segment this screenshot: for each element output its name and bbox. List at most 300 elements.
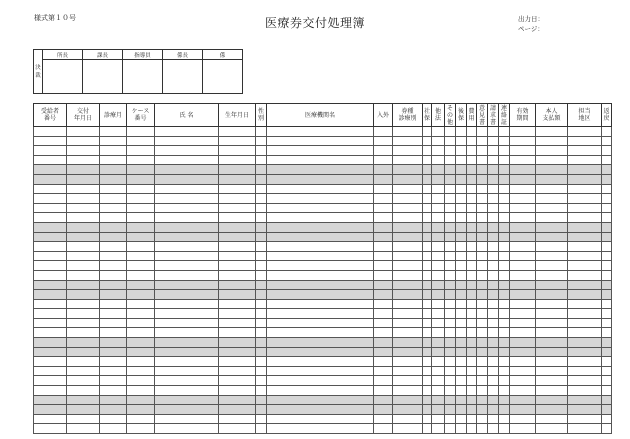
table-cell[interactable] — [155, 165, 219, 175]
table-cell[interactable] — [488, 357, 499, 367]
table-cell[interactable] — [423, 309, 432, 319]
table-cell[interactable] — [100, 194, 127, 204]
table-cell[interactable] — [488, 242, 499, 252]
table-cell[interactable] — [536, 338, 568, 348]
table-cell[interactable] — [67, 376, 100, 386]
table-cell[interactable] — [445, 261, 456, 271]
table-cell[interactable] — [467, 338, 477, 348]
table-cell[interactable] — [445, 414, 456, 424]
table-cell[interactable] — [499, 174, 510, 184]
table-cell[interactable] — [423, 203, 432, 213]
table-cell[interactable] — [568, 290, 602, 300]
table-cell[interactable] — [445, 347, 456, 357]
table-cell[interactable] — [423, 222, 432, 232]
table-cell[interactable] — [510, 155, 536, 165]
table-cell[interactable] — [219, 213, 256, 223]
table-cell[interactable] — [155, 174, 219, 184]
table-cell[interactable] — [67, 328, 100, 338]
table-cell[interactable] — [256, 338, 267, 348]
table-cell[interactable] — [445, 376, 456, 386]
table-cell[interactable] — [219, 424, 256, 434]
table-cell[interactable] — [219, 232, 256, 242]
table-cell[interactable] — [536, 357, 568, 367]
table-cell[interactable] — [499, 146, 510, 156]
table-cell[interactable] — [267, 251, 374, 261]
table-cell[interactable] — [100, 338, 127, 348]
table-cell[interactable] — [374, 136, 393, 146]
table-cell[interactable] — [477, 251, 488, 261]
table-cell[interactable] — [445, 232, 456, 242]
table-cell[interactable] — [393, 213, 423, 223]
table-cell[interactable] — [393, 146, 423, 156]
table-cell[interactable] — [127, 127, 155, 137]
table-cell[interactable] — [34, 184, 67, 194]
table-cell[interactable] — [568, 203, 602, 213]
table-cell[interactable] — [100, 414, 127, 424]
table-cell[interactable] — [499, 338, 510, 348]
table-cell[interactable] — [127, 232, 155, 242]
table-cell[interactable] — [219, 290, 256, 300]
table-cell[interactable] — [467, 251, 477, 261]
table-cell[interactable] — [393, 155, 423, 165]
table-cell[interactable] — [256, 222, 267, 232]
table-cell[interactable] — [456, 184, 467, 194]
table-cell[interactable] — [67, 280, 100, 290]
table-cell[interactable] — [219, 405, 256, 415]
table-cell[interactable] — [374, 357, 393, 367]
table-cell[interactable] — [100, 232, 127, 242]
table-cell[interactable] — [602, 127, 612, 137]
table-cell[interactable] — [499, 386, 510, 396]
table-cell[interactable] — [510, 424, 536, 434]
table-cell[interactable] — [510, 395, 536, 405]
table-cell[interactable] — [34, 232, 67, 242]
table-cell[interactable] — [456, 290, 467, 300]
table-cell[interactable] — [267, 242, 374, 252]
table-cell[interactable] — [467, 194, 477, 204]
table-cell[interactable] — [477, 376, 488, 386]
table-cell[interactable] — [467, 165, 477, 175]
table-cell[interactable] — [477, 395, 488, 405]
table-cell[interactable] — [256, 194, 267, 204]
table-cell[interactable] — [155, 386, 219, 396]
table-cell[interactable] — [510, 127, 536, 137]
table-cell[interactable] — [127, 213, 155, 223]
table-cell[interactable] — [374, 251, 393, 261]
table-cell[interactable] — [34, 309, 67, 319]
table-cell[interactable] — [568, 366, 602, 376]
table-cell[interactable] — [423, 165, 432, 175]
table-cell[interactable] — [445, 222, 456, 232]
table-cell[interactable] — [423, 184, 432, 194]
table-cell[interactable] — [127, 136, 155, 146]
table-cell[interactable] — [536, 261, 568, 271]
table-cell[interactable] — [488, 155, 499, 165]
table-cell[interactable] — [445, 280, 456, 290]
table-cell[interactable] — [488, 146, 499, 156]
table-cell[interactable] — [127, 395, 155, 405]
table-cell[interactable] — [477, 222, 488, 232]
table-cell[interactable] — [100, 366, 127, 376]
table-cell[interactable] — [34, 136, 67, 146]
table-cell[interactable] — [100, 328, 127, 338]
table-cell[interactable] — [155, 338, 219, 348]
table-cell[interactable] — [602, 280, 612, 290]
table-cell[interactable] — [374, 414, 393, 424]
table-cell[interactable] — [477, 338, 488, 348]
table-cell[interactable] — [488, 184, 499, 194]
table-cell[interactable] — [100, 184, 127, 194]
table-cell[interactable] — [536, 242, 568, 252]
table-cell[interactable] — [432, 338, 445, 348]
table-cell[interactable] — [499, 280, 510, 290]
table-cell[interactable] — [499, 155, 510, 165]
table-cell[interactable] — [510, 280, 536, 290]
table-cell[interactable] — [374, 242, 393, 252]
table-cell[interactable] — [568, 424, 602, 434]
table-cell[interactable] — [100, 290, 127, 300]
table-cell[interactable] — [456, 222, 467, 232]
table-cell[interactable] — [467, 318, 477, 328]
table-cell[interactable] — [155, 290, 219, 300]
table-cell[interactable] — [34, 386, 67, 396]
table-cell[interactable] — [219, 222, 256, 232]
table-cell[interactable] — [536, 213, 568, 223]
table-cell[interactable] — [456, 414, 467, 424]
table-cell[interactable] — [423, 318, 432, 328]
table-cell[interactable] — [100, 270, 127, 280]
table-cell[interactable] — [127, 261, 155, 271]
table-cell[interactable] — [602, 261, 612, 271]
table-cell[interactable] — [155, 270, 219, 280]
table-cell[interactable] — [393, 222, 423, 232]
table-cell[interactable] — [256, 347, 267, 357]
table-cell[interactable] — [499, 127, 510, 137]
table-cell[interactable] — [267, 424, 374, 434]
table-cell[interactable] — [219, 165, 256, 175]
table-cell[interactable] — [445, 251, 456, 261]
table-cell[interactable] — [219, 136, 256, 146]
table-cell[interactable] — [256, 136, 267, 146]
table-cell[interactable] — [423, 136, 432, 146]
table-cell[interactable] — [602, 184, 612, 194]
approval-stamp-cell[interactable] — [203, 60, 243, 94]
table-cell[interactable] — [423, 155, 432, 165]
table-cell[interactable] — [477, 146, 488, 156]
table-cell[interactable] — [67, 424, 100, 434]
table-cell[interactable] — [602, 290, 612, 300]
table-cell[interactable] — [267, 270, 374, 280]
table-cell[interactable] — [467, 414, 477, 424]
table-cell[interactable] — [477, 184, 488, 194]
table-cell[interactable] — [100, 318, 127, 328]
table-cell[interactable] — [393, 280, 423, 290]
table-cell[interactable] — [219, 395, 256, 405]
table-cell[interactable] — [67, 299, 100, 309]
table-cell[interactable] — [155, 414, 219, 424]
table-cell[interactable] — [602, 270, 612, 280]
table-cell[interactable] — [256, 318, 267, 328]
table-cell[interactable] — [568, 405, 602, 415]
table-cell[interactable] — [467, 395, 477, 405]
table-cell[interactable] — [256, 424, 267, 434]
table-cell[interactable] — [67, 251, 100, 261]
table-cell[interactable] — [602, 347, 612, 357]
table-cell[interactable] — [423, 127, 432, 137]
table-cell[interactable] — [499, 232, 510, 242]
table-cell[interactable] — [456, 213, 467, 223]
table-cell[interactable] — [467, 357, 477, 367]
table-cell[interactable] — [100, 309, 127, 319]
table-cell[interactable] — [467, 405, 477, 415]
table-cell[interactable] — [445, 165, 456, 175]
table-cell[interactable] — [374, 155, 393, 165]
table-cell[interactable] — [34, 251, 67, 261]
table-cell[interactable] — [432, 328, 445, 338]
table-cell[interactable] — [510, 242, 536, 252]
table-cell[interactable] — [67, 155, 100, 165]
table-cell[interactable] — [127, 290, 155, 300]
table-cell[interactable] — [536, 222, 568, 232]
table-cell[interactable] — [374, 280, 393, 290]
table-cell[interactable] — [568, 155, 602, 165]
table-cell[interactable] — [536, 376, 568, 386]
table-cell[interactable] — [536, 386, 568, 396]
table-cell[interactable] — [393, 405, 423, 415]
table-cell[interactable] — [568, 338, 602, 348]
table-cell[interactable] — [602, 194, 612, 204]
table-cell[interactable] — [267, 146, 374, 156]
table-cell[interactable] — [155, 127, 219, 137]
table-cell[interactable] — [510, 290, 536, 300]
table-cell[interactable] — [432, 405, 445, 415]
table-cell[interactable] — [155, 136, 219, 146]
table-cell[interactable] — [256, 165, 267, 175]
table-cell[interactable] — [423, 405, 432, 415]
table-cell[interactable] — [477, 357, 488, 367]
table-cell[interactable] — [267, 136, 374, 146]
table-cell[interactable] — [456, 357, 467, 367]
table-cell[interactable] — [256, 280, 267, 290]
table-cell[interactable] — [488, 395, 499, 405]
table-cell[interactable] — [432, 424, 445, 434]
table-cell[interactable] — [34, 357, 67, 367]
table-cell[interactable] — [34, 203, 67, 213]
table-cell[interactable] — [423, 261, 432, 271]
table-cell[interactable] — [499, 136, 510, 146]
table-cell[interactable] — [488, 338, 499, 348]
table-cell[interactable] — [67, 222, 100, 232]
table-cell[interactable] — [374, 146, 393, 156]
table-cell[interactable] — [568, 146, 602, 156]
table-cell[interactable] — [374, 270, 393, 280]
table-cell[interactable] — [34, 376, 67, 386]
table-cell[interactable] — [467, 270, 477, 280]
table-cell[interactable] — [374, 338, 393, 348]
table-cell[interactable] — [477, 232, 488, 242]
table-cell[interactable] — [127, 424, 155, 434]
table-cell[interactable] — [127, 376, 155, 386]
table-cell[interactable] — [267, 203, 374, 213]
table-cell[interactable] — [423, 290, 432, 300]
table-cell[interactable] — [100, 395, 127, 405]
table-cell[interactable] — [155, 184, 219, 194]
table-cell[interactable] — [488, 136, 499, 146]
table-cell[interactable] — [456, 318, 467, 328]
table-cell[interactable] — [432, 318, 445, 328]
table-cell[interactable] — [510, 318, 536, 328]
table-cell[interactable] — [456, 405, 467, 415]
table-cell[interactable] — [219, 347, 256, 357]
table-cell[interactable] — [374, 376, 393, 386]
table-cell[interactable] — [34, 155, 67, 165]
table-cell[interactable] — [256, 174, 267, 184]
table-cell[interactable] — [393, 290, 423, 300]
table-cell[interactable] — [499, 213, 510, 223]
table-cell[interactable] — [602, 232, 612, 242]
table-cell[interactable] — [155, 357, 219, 367]
table-cell[interactable] — [568, 357, 602, 367]
table-cell[interactable] — [256, 357, 267, 367]
table-cell[interactable] — [393, 184, 423, 194]
table-cell[interactable] — [445, 213, 456, 223]
table-cell[interactable] — [423, 174, 432, 184]
table-cell[interactable] — [568, 347, 602, 357]
table-cell[interactable] — [499, 395, 510, 405]
table-cell[interactable] — [256, 251, 267, 261]
table-cell[interactable] — [256, 299, 267, 309]
table-cell[interactable] — [100, 136, 127, 146]
table-cell[interactable] — [445, 127, 456, 137]
table-cell[interactable] — [67, 203, 100, 213]
table-cell[interactable] — [432, 261, 445, 271]
table-cell[interactable] — [510, 309, 536, 319]
table-cell[interactable] — [510, 270, 536, 280]
table-cell[interactable] — [374, 222, 393, 232]
table-cell[interactable] — [34, 290, 67, 300]
table-cell[interactable] — [467, 174, 477, 184]
table-cell[interactable] — [393, 136, 423, 146]
table-cell[interactable] — [67, 395, 100, 405]
table-cell[interactable] — [256, 328, 267, 338]
table-cell[interactable] — [445, 203, 456, 213]
table-cell[interactable] — [467, 328, 477, 338]
table-cell[interactable] — [477, 414, 488, 424]
table-cell[interactable] — [423, 414, 432, 424]
table-cell[interactable] — [393, 165, 423, 175]
table-cell[interactable] — [219, 366, 256, 376]
table-cell[interactable] — [456, 366, 467, 376]
table-cell[interactable] — [100, 146, 127, 156]
table-cell[interactable] — [445, 290, 456, 300]
table-cell[interactable] — [536, 424, 568, 434]
table-cell[interactable] — [488, 386, 499, 396]
table-cell[interactable] — [393, 232, 423, 242]
table-cell[interactable] — [477, 155, 488, 165]
approval-stamp-cell[interactable] — [43, 60, 83, 94]
table-cell[interactable] — [467, 127, 477, 137]
table-cell[interactable] — [536, 232, 568, 242]
table-cell[interactable] — [393, 328, 423, 338]
table-cell[interactable] — [499, 328, 510, 338]
table-cell[interactable] — [67, 242, 100, 252]
table-cell[interactable] — [219, 318, 256, 328]
table-cell[interactable] — [488, 299, 499, 309]
table-cell[interactable] — [602, 165, 612, 175]
table-cell[interactable] — [602, 328, 612, 338]
table-cell[interactable] — [536, 318, 568, 328]
table-cell[interactable] — [445, 386, 456, 396]
table-cell[interactable] — [423, 251, 432, 261]
table-cell[interactable] — [432, 232, 445, 242]
table-cell[interactable] — [602, 357, 612, 367]
table-cell[interactable] — [499, 366, 510, 376]
table-cell[interactable] — [536, 136, 568, 146]
table-cell[interactable] — [393, 357, 423, 367]
table-cell[interactable] — [456, 299, 467, 309]
table-cell[interactable] — [568, 251, 602, 261]
table-cell[interactable] — [127, 299, 155, 309]
table-cell[interactable] — [467, 376, 477, 386]
table-cell[interactable] — [488, 232, 499, 242]
table-cell[interactable] — [127, 309, 155, 319]
table-cell[interactable] — [219, 251, 256, 261]
table-cell[interactable] — [568, 386, 602, 396]
table-cell[interactable] — [267, 357, 374, 367]
table-cell[interactable] — [374, 424, 393, 434]
table-cell[interactable] — [432, 146, 445, 156]
table-cell[interactable] — [467, 232, 477, 242]
table-cell[interactable] — [568, 318, 602, 328]
table-cell[interactable] — [568, 414, 602, 424]
table-cell[interactable] — [67, 194, 100, 204]
table-cell[interactable] — [127, 251, 155, 261]
table-cell[interactable] — [100, 357, 127, 367]
table-cell[interactable] — [499, 424, 510, 434]
table-cell[interactable] — [477, 261, 488, 271]
approval-stamp-cell[interactable] — [163, 60, 203, 94]
table-cell[interactable] — [267, 261, 374, 271]
table-cell[interactable] — [267, 184, 374, 194]
table-cell[interactable] — [393, 174, 423, 184]
table-cell[interactable] — [510, 328, 536, 338]
table-cell[interactable] — [536, 127, 568, 137]
table-cell[interactable] — [456, 395, 467, 405]
table-cell[interactable] — [374, 299, 393, 309]
table-cell[interactable] — [219, 338, 256, 348]
table-cell[interactable] — [488, 318, 499, 328]
table-cell[interactable] — [127, 328, 155, 338]
table-cell[interactable] — [432, 299, 445, 309]
table-cell[interactable] — [34, 299, 67, 309]
table-cell[interactable] — [219, 184, 256, 194]
table-cell[interactable] — [602, 395, 612, 405]
table-cell[interactable] — [374, 328, 393, 338]
table-cell[interactable] — [445, 395, 456, 405]
table-cell[interactable] — [393, 414, 423, 424]
table-cell[interactable] — [467, 309, 477, 319]
table-cell[interactable] — [100, 165, 127, 175]
table-cell[interactable] — [67, 357, 100, 367]
table-cell[interactable] — [374, 395, 393, 405]
table-cell[interactable] — [155, 222, 219, 232]
table-cell[interactable] — [467, 347, 477, 357]
table-cell[interactable] — [568, 270, 602, 280]
table-cell[interactable] — [568, 280, 602, 290]
table-cell[interactable] — [374, 405, 393, 415]
table-cell[interactable] — [256, 270, 267, 280]
table-cell[interactable] — [477, 194, 488, 204]
